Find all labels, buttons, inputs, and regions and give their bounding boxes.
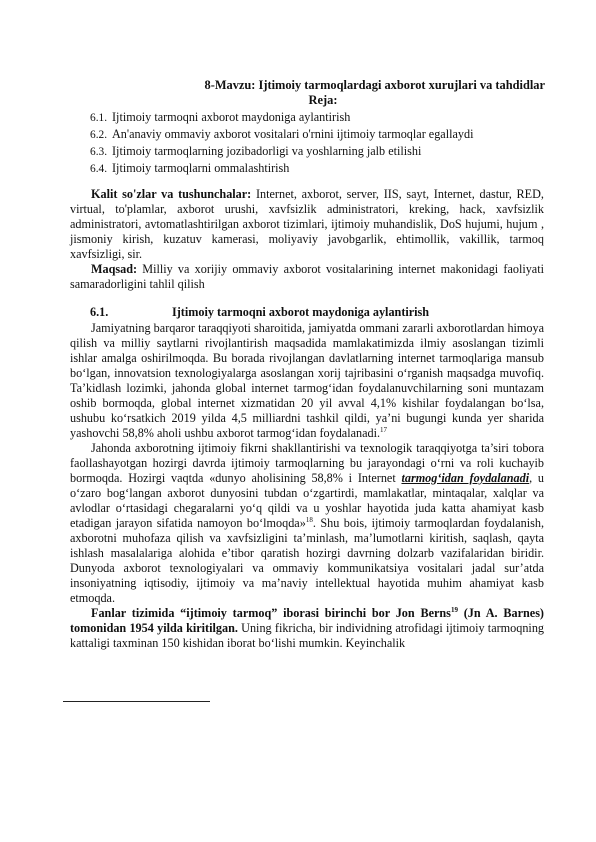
spacer <box>70 292 544 305</box>
plan-item-number: 6.4. <box>90 163 108 175</box>
plan-item <box>90 127 473 144</box>
plan-item <box>90 161 473 178</box>
plan-item-number: 6.2. <box>90 129 108 141</box>
goal-paragraph <box>70 262 544 292</box>
goal-text: Milliy va xorijiy ommaviy axborot vositalarining internet makonidagi faoliyati samaradorligini tahlil qilish <box>70 262 544 291</box>
footnote-separator <box>63 701 210 702</box>
hyperlink[interactable]: tarmog‘idan foydalanadi <box>401 471 530 485</box>
keywords-text: Internet, axborot, server, IIS, sayt, Internet, dastur, RED, virtual, to'plamlar, axborot urushi, xavfsizlik administratori, kreking, hack, xavfsizlik administratori, avtomatlashtirilgan axborot tizimlari, ijtimoiy muhandislik, DoS hujumi, hujum , jismoniy kirish, kuzatuv kamerasi, moliyaviy javobgarlik, ehtimollik, vakillik, tarmoq xavfsizligi, sir. <box>70 187 544 261</box>
footnote-ref[interactable]: 17 <box>380 426 388 434</box>
plan-item-number: 6.1. <box>90 112 108 124</box>
section-number: 6.1. <box>90 305 109 319</box>
paragraph-bold-text: (Jn A. Barnes) tomonidan 1954 yilda kiritilgan. <box>70 606 544 635</box>
body-paragraph-3 <box>70 606 544 651</box>
footnote-ref[interactable]: 19 <box>450 606 458 614</box>
footnote-ref[interactable]: 18 <box>305 516 313 524</box>
plan-item <box>90 144 473 161</box>
goal-label: Maqsad: <box>91 262 138 276</box>
plan-item-text: Ijtimoiy tarmoqlarni ommalashtirish <box>112 161 290 175</box>
keywords-paragraph <box>70 187 544 262</box>
paragraph-text: . Shu bois, ijtimoiy tarmoqlardan foydalanish, axborotni muhofaza qilish va xavfsizligini ta’minlash, ma’lumotlarni kiritish, saqlash, qayta ishlash masalalariga alohida e’tibor qaratish hozirgi davrning dolzarb vazifalaridan biridir. Dunyoda axborot texnologiyalari va ommaviy kommunikatsiya vositalari jadal sur’atda insoniyatning iqtisodiy, ijtimoiy va ma’naviy intellektual hayotida muhim ahamiyat kasb etmoqda. <box>70 516 545 605</box>
paragraph-text: , u o‘zaro bog‘langan axborot dunyosini tubdan o‘zgartirdi, mamlakatlar, mintaqalar, xalqlar va avlodlar o‘rtasidagi chegaralarni yo‘q qildi va u yoshlar hayotida juda katta ahamiyat kasb etadigan jarayon sifatida namoyon bo‘lmoqda» <box>70 471 545 530</box>
paragraph-bold-text: Fanlar tizimida “ijtimoiy tarmoq” iborasi birinchi bor Jon Berns <box>91 606 451 620</box>
lecture-title: 8-Mavzu: Ijtimoiy tarmoqlardagi axborot xurujlari va tahdidlar <box>204 78 545 92</box>
plan-item-text: Ijtimoiy tarmoqni axborot maydoniga aylantirish <box>112 110 351 124</box>
body-paragraph-1 <box>70 321 544 441</box>
plan-list <box>90 110 473 178</box>
paragraph-text: Jahonda axborotning ijtimoiy fikrni shakllantirishi va texnologik taraqqiyotga ta’siri tobora faollashayotgan hozirgi davrda ijtimoiy tarmoqlarning bu jarayondagi o‘rni va roli kuchayib bormoqda. Hozirgi vaqtda «dunyo aholisining 58,8% i Internet <box>70 441 544 485</box>
document-body <box>70 187 544 651</box>
plan-item-number: 6.3. <box>90 146 108 158</box>
paragraph-text: Jamiyatning barqaror taraqqiyoti sharoitida, jamiyatda ommani zararli axborotlardan himoya qilish va milliy saytlarni rivojlantirish maqsadida mamlakatimizda ilmiy asoslangan tizimli ishlar amalga oshirilmoqda. Bu borada rivojlangan davlatlarning internet tarmoqlariga mansub bo‘lgan, innovatsion texnologiyalarga asoslangan xorij tajribasini o‘rganish maqsadga muvofiq. Ta’kidlash lozimki, jahonda global internet tarmog‘idan foydalanuvchilarning soni muntazam oshib bormoqda, global internet xizmatidan 20 yil avval 4,1% kishilar foydalangan bo‘lsa, ushubu ko‘rsatkich 2019 yilda 4,5 milliardni tashkil qildi, ya’ni bugungi kunda yer sharida yashovchi 58,8% aholi ushbu axborot tarmog‘idan foydalanadi. <box>70 321 544 440</box>
plan-heading: Reja: <box>308 93 338 107</box>
paragraph-text: Uning fikricha, bir individning atrofidagi ijtimoiy tarmoqning kattaligi taxminan 150 kishidan iborat bo‘lishi mumkin. Keyinchalik <box>70 621 545 650</box>
section-title: Ijtimoiy tarmoqni axborot maydoniga aylantirish <box>172 305 430 319</box>
section-heading <box>70 305 544 321</box>
keywords-label: Kalit so'zlar va tushunchalar: <box>91 187 252 201</box>
plan-item-text: An'anaviy ommaviy axborot vositalari o'rnini ijtimoiy tarmoqlar egallaydi <box>112 127 474 141</box>
plan-item-text: Ijtimoiy tarmoqlarning jozibadorligi va yoshlarning jalb etilishi <box>112 144 422 158</box>
body-paragraph-2 <box>70 441 544 606</box>
plan-item <box>90 110 473 127</box>
